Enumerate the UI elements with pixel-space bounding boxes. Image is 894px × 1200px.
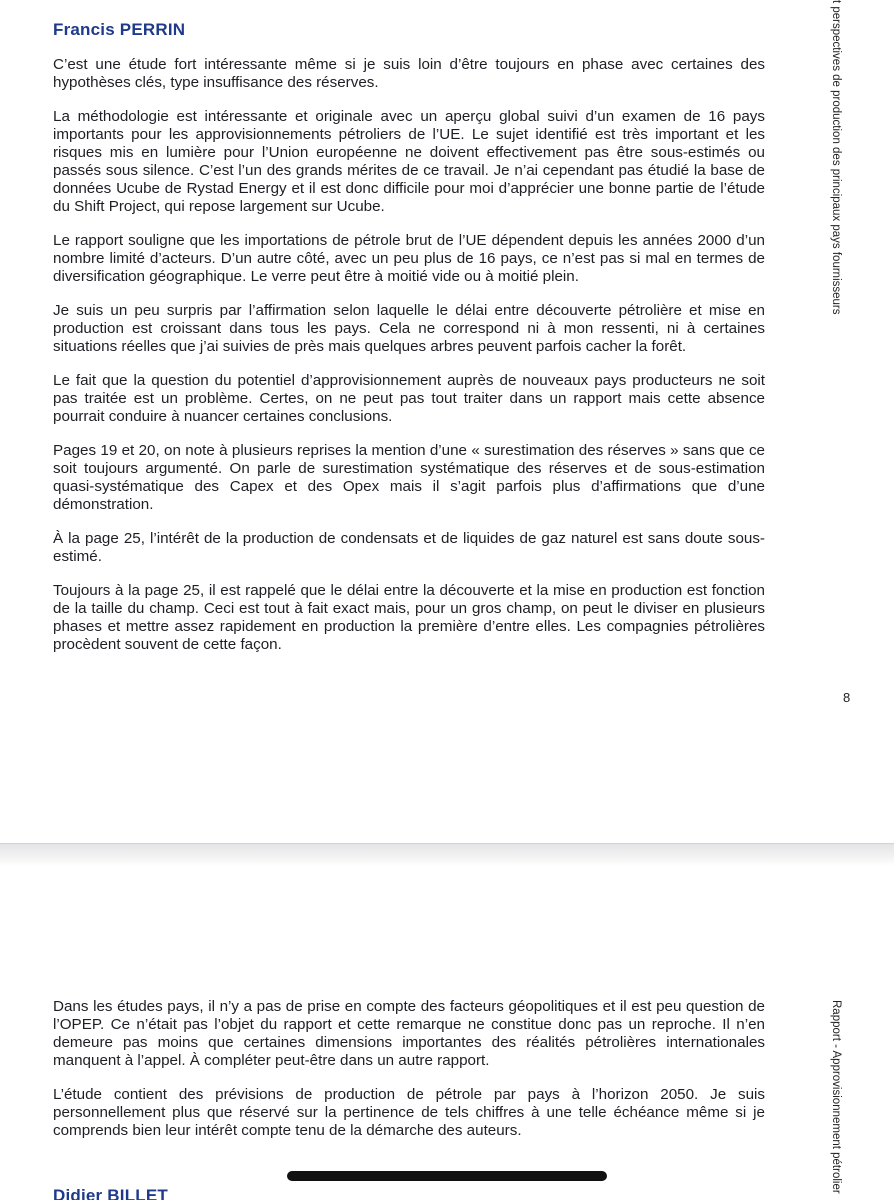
paragraph: Dans les études pays, il n’y a pas de prise en compte des facteurs géopolitiques et il est peu question de l’OPEP. Ce n’était pas l’objet du rapport et cette remarque ne constitue donc pas un reproche. Il n’en demeure pas moins que certaines dimensions importantes des réalités pétrolières internationales manquent à l’appel. À compléter peut-être dans un autre rapport. [53,998,765,1069]
paragraph: Le rapport souligne que les importations de pétrole brut de l’UE dépendent depuis les années 2000 d’un nombre limité d’acteurs. D’un autre côté, avec un peu plus de 16 pays, ce n’est pas si mal en termes de diversification géographique. Le verre peut être à moitié vide ou à moitié plein. [53,232,765,285]
author-heading: Francis PERRIN [53,20,186,39]
page-number: 8 [843,690,851,705]
paragraph: L’étude contient des prévisions de production de pétrole par pays à l’horizon 2050. Je suis personnellement plus que réservé sur la pertinence de tels chiffres à une telle échéance même si je comprends bien leur intérêt compte tenu de la démarche des auteurs. [53,1086,765,1139]
page-separator [0,843,894,866]
paragraph: C’est une étude fort intéressante même si je suis loin d’être toujours en phase avec certaines des hypothèses clés, type insuffisance des réserves. [53,56,765,91]
paragraph: La méthodologie est intéressante et originale avec un aperçu global suivi d’un examen de 16 pays importants pour les approvisionnements pétroliers de l’UE. Le sujet identifié est très important et les risques mis en lumière pour l’Union européenne ne doivent effectivement pas être sous-estimés ou passés sous silence. C’est l’un des grands mérites de ce travail. Je n’ai cependant pas étudié la base de données Ucube de Rystad Energy et il est donc difficile pour moi d’apprécier une bonne partie de l’étude du Shift Project, qui repose largement sur Ucube. [53,108,765,215]
paragraph: À la page 25, l’intérêt de la production de condensats et de liquides de gaz naturel est sans doute sous-estimé. [53,530,765,565]
page-top-body [53,56,765,670]
paragraph: Le fait que la question du potentiel d’approvisionnement auprès de nouveaux pays producteurs ne soit pas traitée est un problème. Certes, on ne peut pas tout traiter dans un rapport mais cette absence pourrait conduire à nuancer certaines conclusions. [53,372,765,425]
running-header-vertical: Rapport - Approvisionnement pétrolier [830,1000,842,1194]
document-page-bottom[interactable] [0,865,894,1200]
paragraph: Toujours à la page 25, il est rappelé que le délai entre la découverte et la mise en production est fonction de la taille du champ. Ceci est tout à fait exact mais, pour un gros champ, on peut le diviser en plusieurs phases et mettre assez rapidement en production la première d’entre elles. Les compagnies pétrolières procèdent souvent de cette façon. [53,582,765,653]
next-author-heading: Didier BILLET [53,1186,168,1200]
home-indicator-bar[interactable] [287,1171,607,1181]
page-bottom-body [53,998,765,1156]
paragraph: Je suis un peu surpris par l’affirmation selon laquelle le délai entre découverte pétrolière et mise en production est croissant dans tous les pays. Cela ne correspond ni à mon ressenti, ni à certaines situations réelles que j’ai suivies de près mais quelques arbres peuvent parfois cacher la forêt. [53,302,765,355]
running-header-vertical: t perspectives de production des principaux pays fournisseurs [830,0,842,315]
paragraph: Pages 19 et 20, on note à plusieurs reprises la mention d’une « surestimation des réserves » sans que ce soit toujours argumenté. On parle de surestimation systématique des réserves et de sous-estimation quasi-systématique des Capex et des Opex mais il s’agit parfois plus d’affirmations que d’une démonstration. [53,442,765,513]
